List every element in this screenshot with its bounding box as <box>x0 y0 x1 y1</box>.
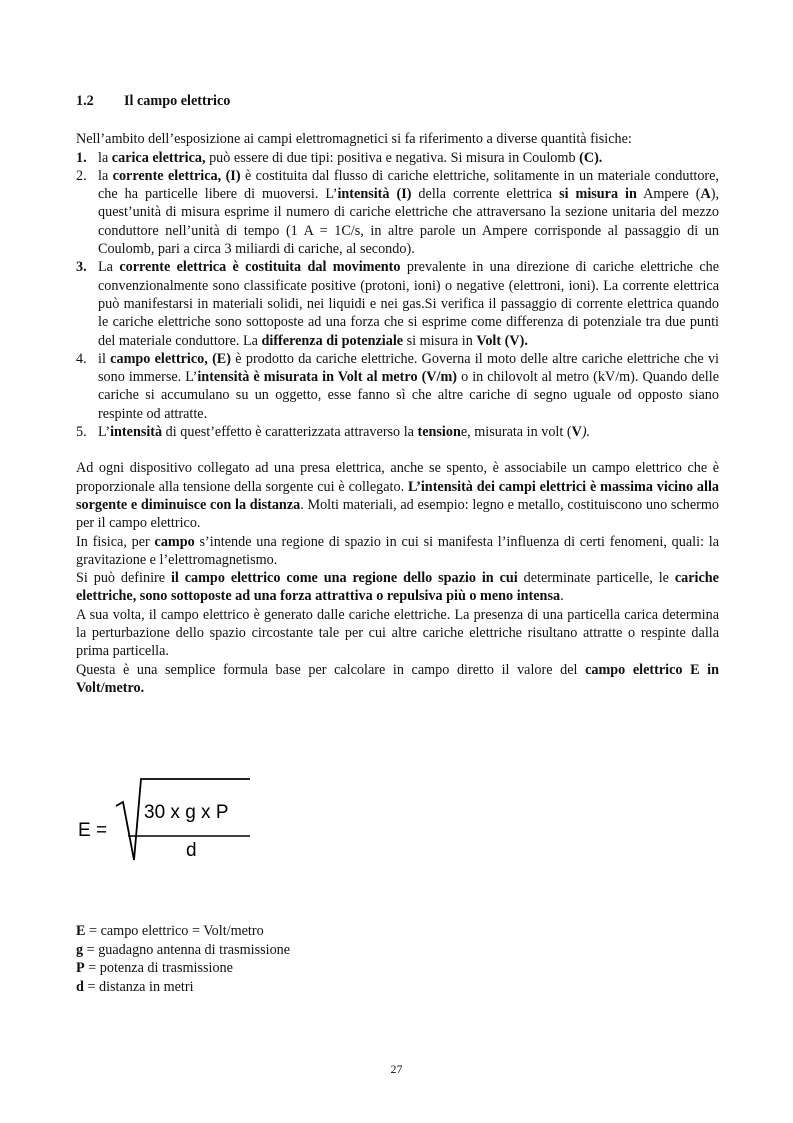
list-item-number: 1. <box>76 149 87 166</box>
formula-denominator: d <box>186 840 197 861</box>
page-number: 27 <box>390 1062 403 1076</box>
body-paragraph: Si può definire il campo elettrico come una regione dello spazio in cui determinate particelle, le cariche elettriche, sono sottoposte ad una forza attrattiva o repulsiva più o meno intensa. <box>76 570 719 605</box>
list-item-number: 2. <box>76 167 87 184</box>
legend-item: P = potenza di trasmissione <box>76 960 233 976</box>
legend-item: g = guadagno antenna di trasmissione <box>76 941 291 958</box>
body-paragraph: Ad ogni dispositivo collegato ad una presa elettrica, anche se spento, è associabile un campo elettrico che è proporzionale alla tensione della sorgente cui è collegato. L’intensità dei campi elettrici è massima vicino alla sorgente e diminuisce con la distanza. Molti materiali, ad esempio: legno e metallo, costituiscono uno schermo per il campo elettrico. <box>76 460 719 532</box>
list-item-number: 4. <box>76 350 87 367</box>
electric-field-formula <box>76 776 276 866</box>
formula-numerator: 30 x g x P <box>144 802 229 823</box>
quantity-list <box>76 149 719 442</box>
list-item: 1. la carica elettrica, può essere di due tipi: positiva e negativa. Si misura in Coulomb (C). <box>76 149 603 166</box>
list-item: 5. L’intensità di quest’effetto è caratterizzata attraverso la tensione, misurata in volt (V). <box>76 424 591 441</box>
list-item: 3. La corrente elettrica è costituita dal movimento prevalente in una direzione di cariche elettriche che convenzionalmente sono classificate positive (protoni, ioni) o negative (elettroni, ioni). La corrente elettrica può manifestarsi in materiali solidi, nei liquidi e nei gas.Si verifica il passaggio di corrente elettrica quando le cariche elettriche sono sottoposte ad una forza che si esprime come differenza di potenziale tra due punti del materiale conduttore. La differenza di potenziale si misura in Volt (V). <box>76 259 720 349</box>
section-title: Il campo elettrico <box>124 93 231 109</box>
list-item-number: 3. <box>76 259 87 276</box>
formula-legend <box>76 922 290 996</box>
body-paragraph: Questa è una semplice formula base per calcolare in campo diretto il valore del campo elettrico E in Volt/metro. <box>76 661 720 696</box>
legend-item: E = campo elettrico = Volt/metro <box>76 923 264 939</box>
list-item-number: 5. <box>76 424 87 441</box>
spacer <box>76 441 719 459</box>
page-body <box>76 92 719 697</box>
list-item: 2. la corrente elettrica, (I) è costituita dal flusso di cariche elettriche, solitamente in un materiale conduttore, che ha particelle libere di muoversi. L’intensità (I) della corrente elettrica si misura in Ampere (A), quest’unità di misura esprime il numero di cariche elettriche che attraversano la sezione unitaria del mezzo conduttore nell’unità di tempo (1 A = 1C/s, in altre parole un Ampere corrisponde al passaggio di un Coulomb, pari a circa 3 miliardi di cariche, al secondo). <box>76 167 720 258</box>
body-paragraph: A sua volta, il campo elettrico è generato dalle cariche elettriche. La presenza di una particella carica determina la perturbazione dello spazio circostante tale per cui altre cariche elettriche risultano attratte o respinte dalla prima particella. <box>76 606 719 660</box>
section-number: 1.2 <box>76 93 94 109</box>
list-item: 4. il campo elettrico, (E) è prodotto da cariche elettriche. Governa il moto delle altre cariche elettriche che vi sono immerse. L’intensità è misurata in Volt al metro (V/m) o in chilovolt al metro (kV/m). Quando delle cariche si accumulano su un oggetto, esse fanno sì che altre cariche di segno uguale od opposto siano respinte od attratte. <box>76 350 719 422</box>
formula-lhs: E = <box>78 820 108 841</box>
body-paragraph: In fisica, per campo s’intende una regione di spazio in cui si manifesta l’influenza di certi fenomeni, quali: la gravitazione e l’elettromagnetismo. <box>76 533 719 568</box>
intro-paragraph: Nell’ambito dell’esposizione ai campi elettromagnetici si fa riferimento a diverse quantità fisiche: <box>76 131 632 148</box>
section-heading <box>76 92 719 110</box>
legend-item: d = distanza in metri <box>76 978 194 995</box>
